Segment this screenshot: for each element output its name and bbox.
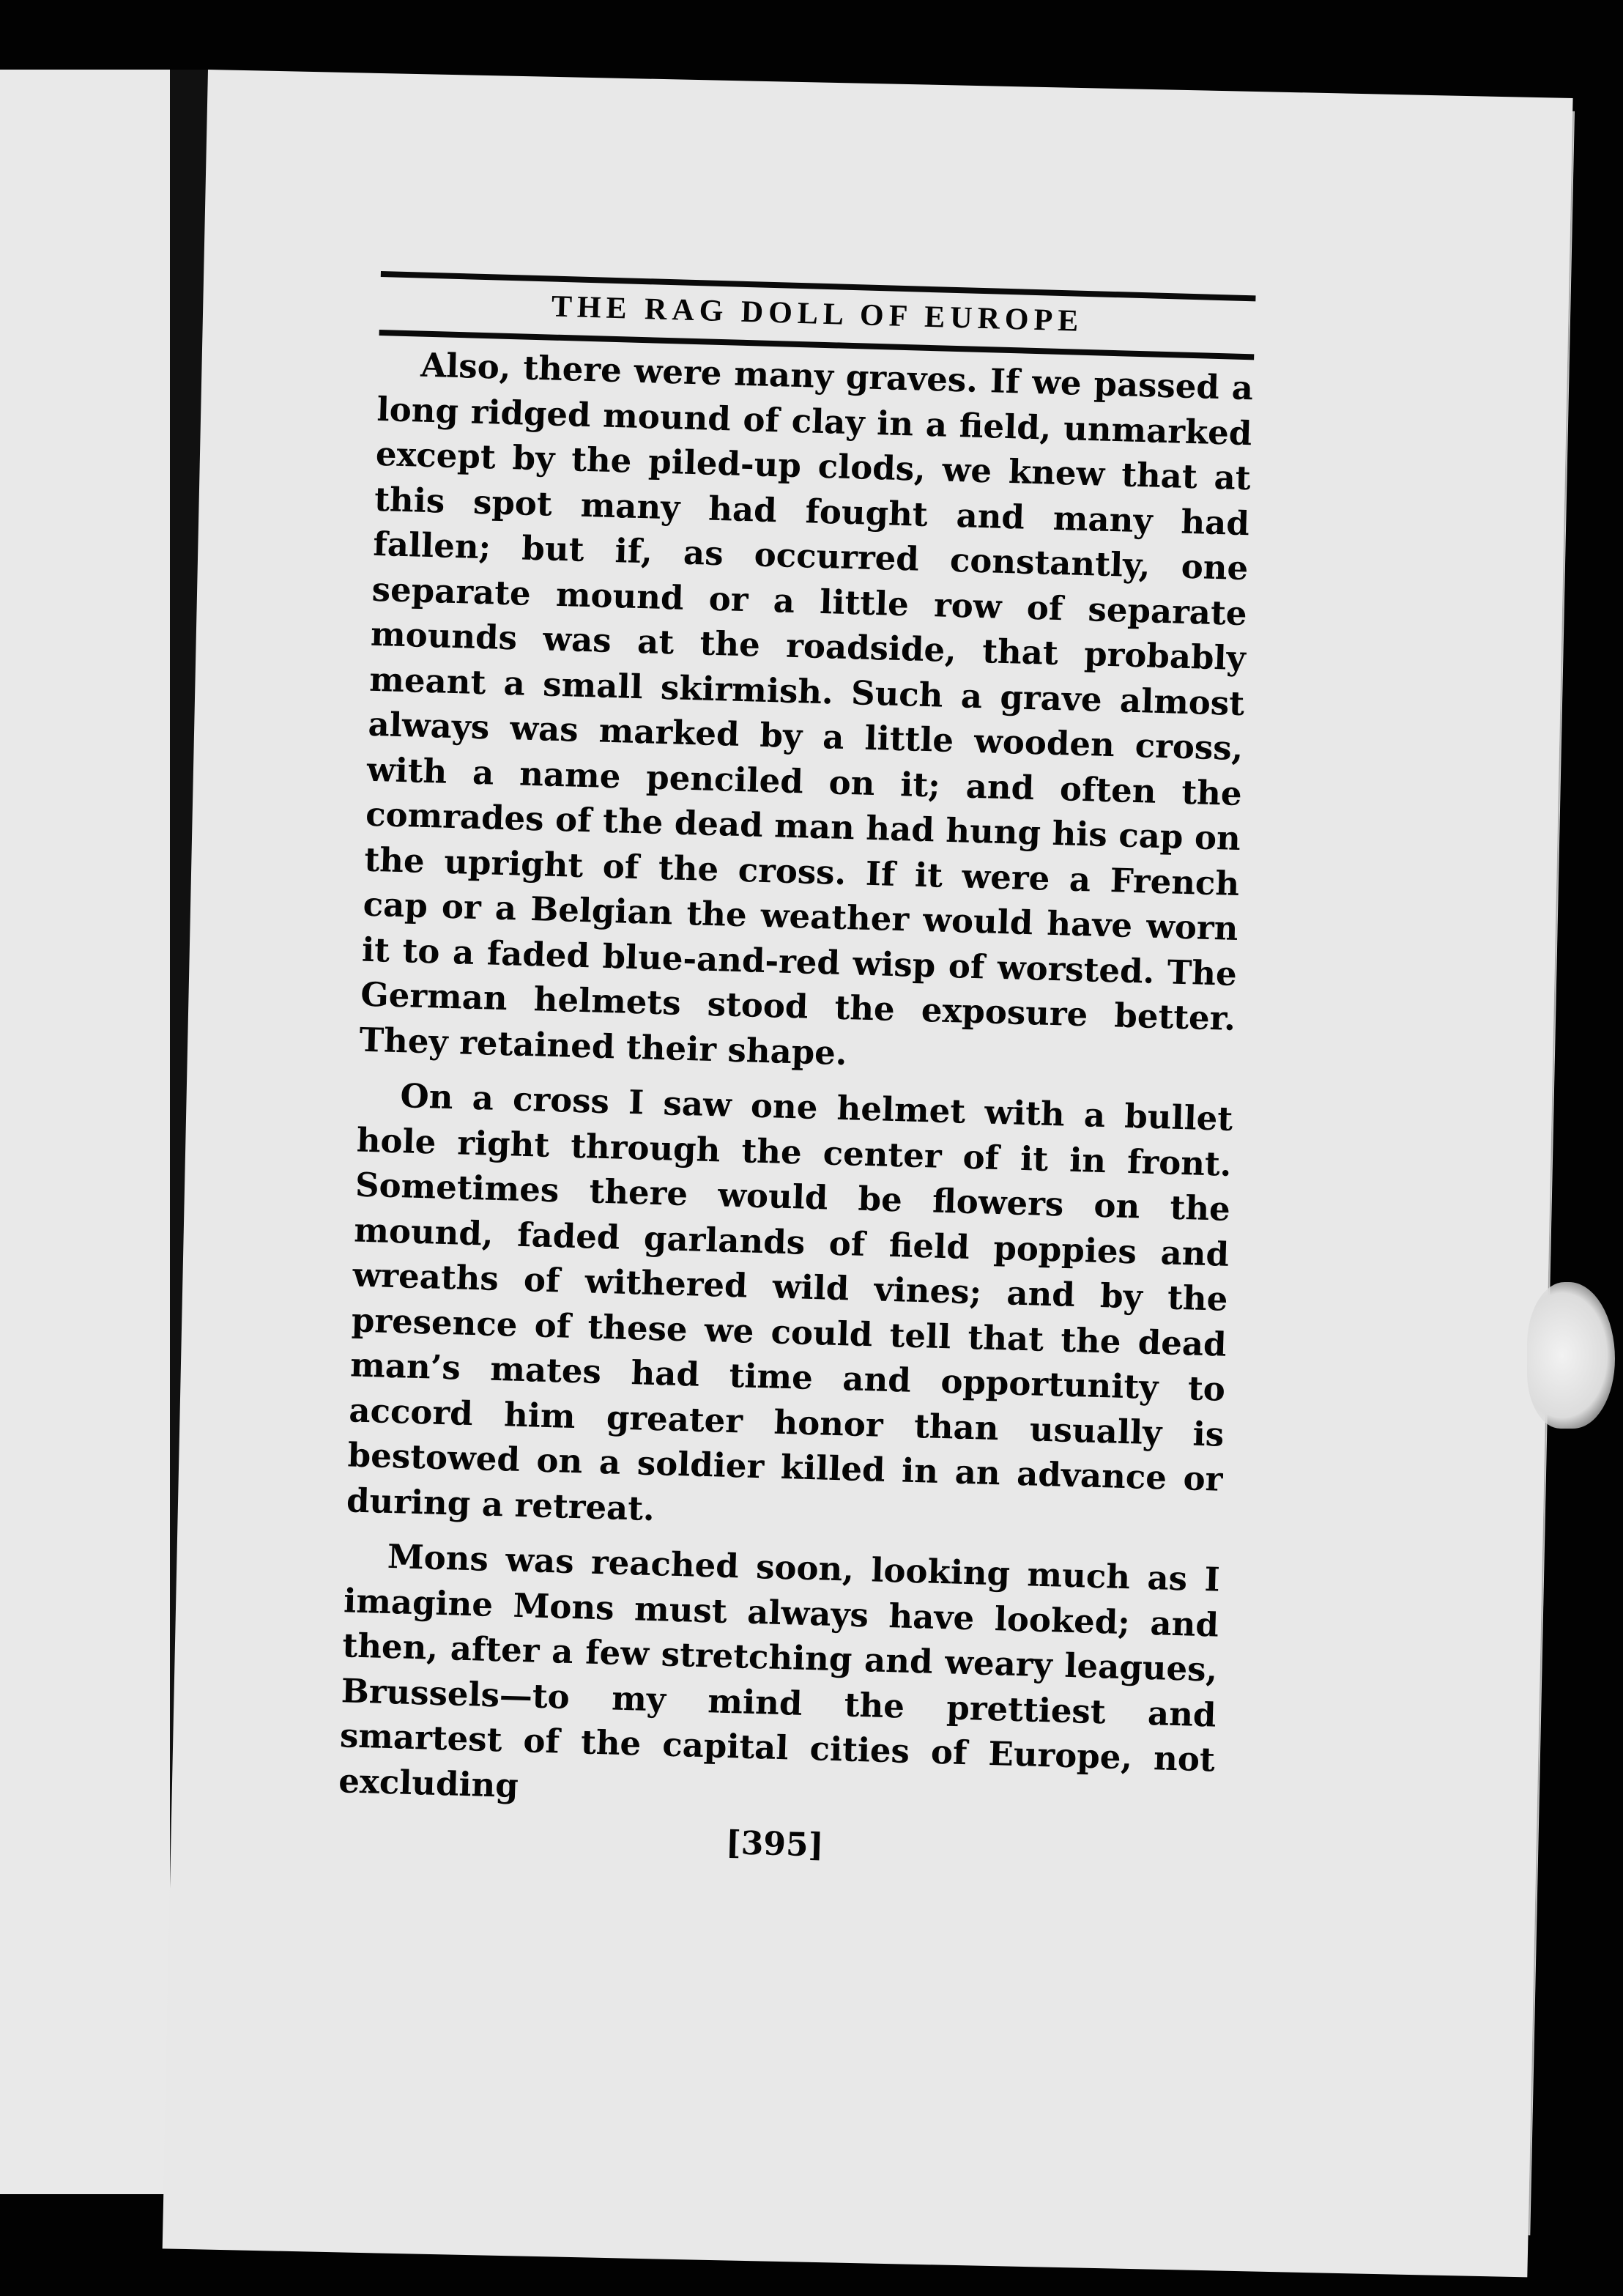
paragraph-3: Mons was reached soon, looking much as I imagine Mons must always have looked; and then, after a few stretching and weary leagues, Brussels—to my mind the prettiest and smartest of the capital cities of Europe, not excluding [338,1536,1221,1805]
paragraph-2: On a cross I saw one helmet with a bullet hole right through the center of it in front. Sometimes there would be flowers on the mound, faded garlands of field poppies and wreaths of withered wild vines; and by the presence of these we could tell that the dead man’s mates had time and opportunity to accord him greater honor than usually is bestowed on a soldier killed in an advance or during a retreat. [346,1076,1233,1528]
paper-damage-spot [1527,1282,1615,1429]
paragraph-1: Also, there were many graves. If we passed a long ridged mound of clay in a field, unmarked except by the piled-up clods, we knew that at this spot many had fought and many had fallen; but if, as occurred constantly, one separate mound or a little row of separate mounds was at the roadside, that probably meant a small skirmish. Such a grave almost always was marked by a little wooden cross, with a name penciled on it; and often the comrades of the dead man had hung his cap on the upright of the cross. If it were a French cap or a Belgian the weather would have worn it to a faded blue-and-red wisp of worsted. The German helmets stood the exposure better. They retained their shape. [358,345,1254,1073]
body-text [338,341,1254,1828]
left-page-edge [0,70,170,2194]
running-head: THE RAG DOLL OF EUROPE [551,289,1084,338]
page-number: [395] [725,1823,825,1864]
page-text-block [337,271,1256,1875]
